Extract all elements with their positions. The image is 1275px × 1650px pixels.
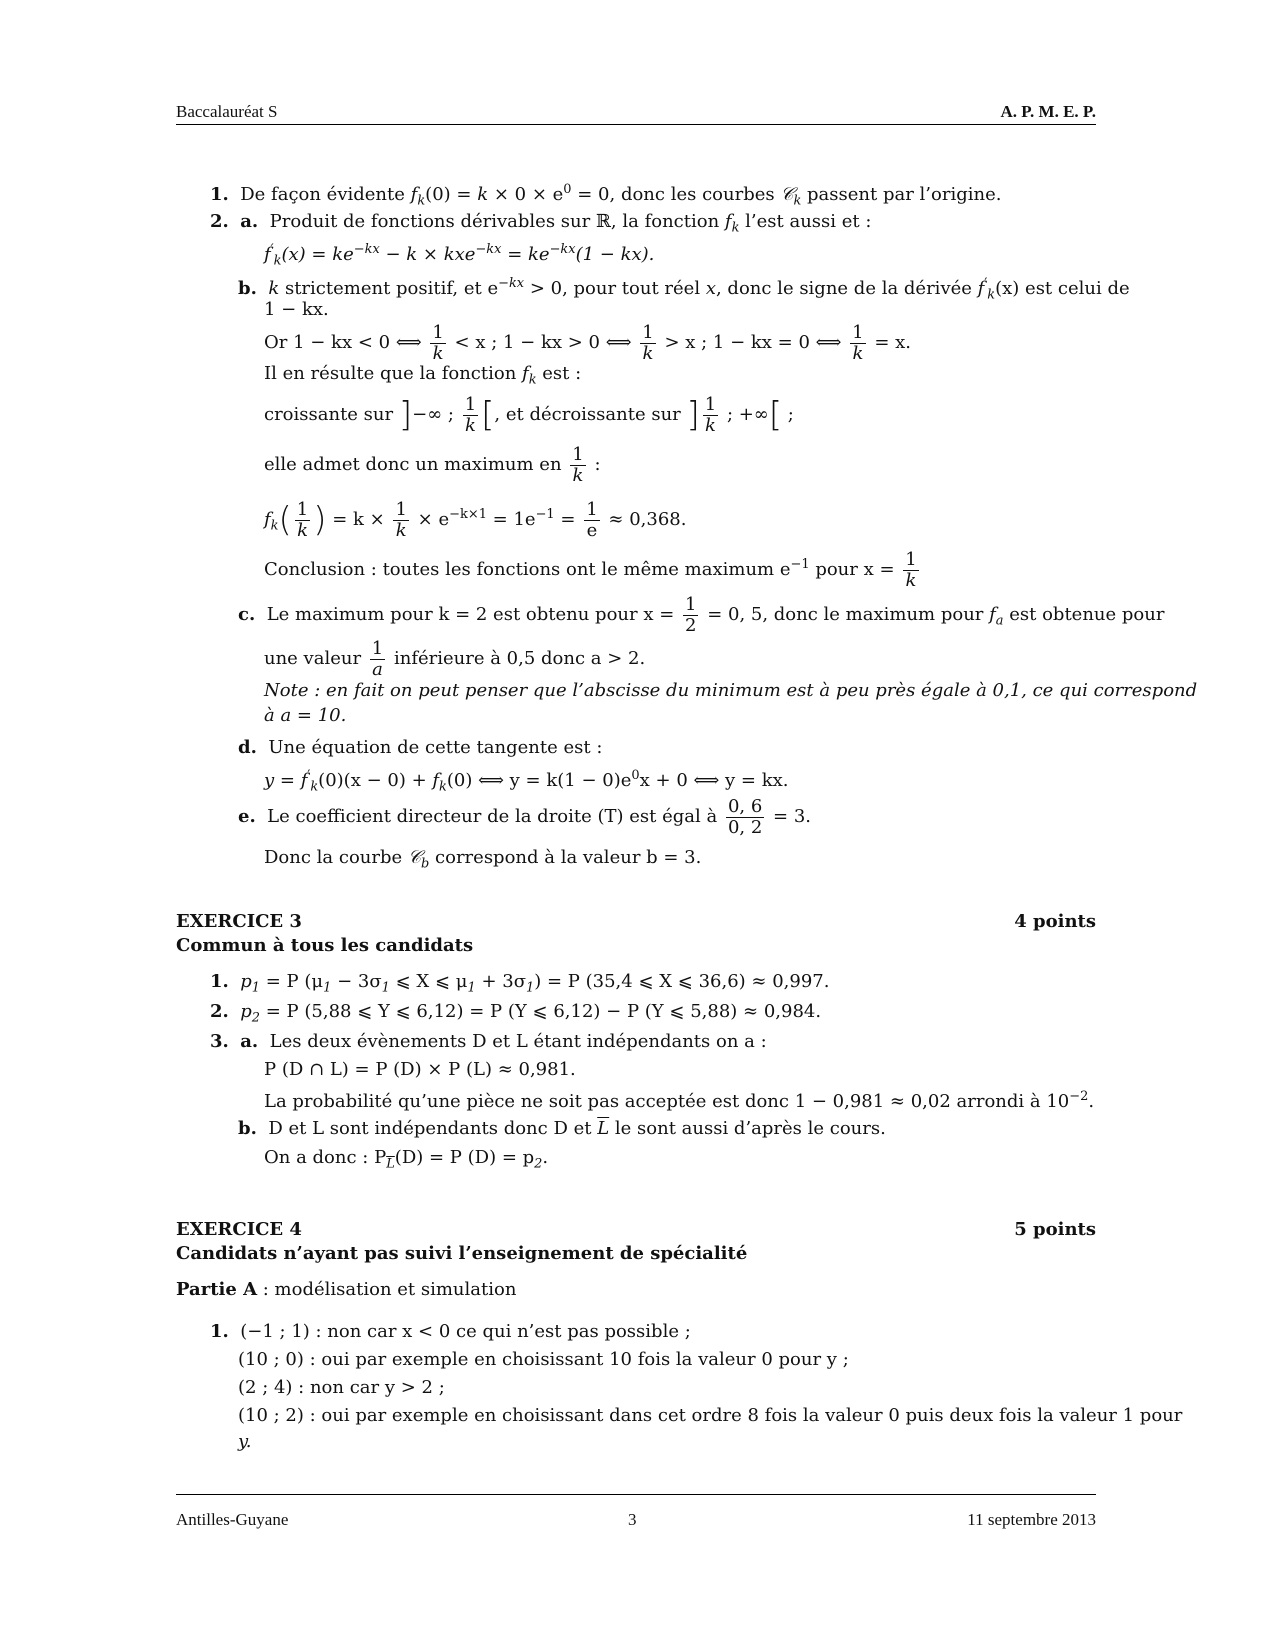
ex3-title: EXERCICE 3	[176, 911, 302, 932]
ex2-q2a-line2: $f'_k(x) = ke^{-kx} - k \times kxe^{-kx} = ke^{-kx}(1 - kx)$.	[264, 242, 655, 269]
ex2-q2c-note2: à a = 10.	[264, 705, 347, 726]
page-number: 3	[628, 1510, 637, 1529]
ex2-q2d-line2: $y = f'_k(0)(x - 0) + f_k(0)$ ⟺ $y = k(1 - 0)e^0x + 0$ ⟺ y = kx.	[264, 768, 789, 795]
ex3-subtitle: Commun à tous les candidats	[176, 935, 474, 956]
ex2-q2d-line1: d. Une équation de cette tangente est :	[238, 737, 603, 758]
ex2-q2b-line1: b. k strictement positif, et $e^{-kx} > 0$, pour tout réel x, donc le signe de la dérivée $f'_k(x)$ est celui de	[238, 276, 1130, 303]
ex2-q2c-note1: Note : en fait on peut penser que l’abscisse du minimum est à peu près égale à 0,1, ce qui correspond	[264, 680, 1198, 701]
ex2-q2e-line1: e. Le coefficient directeur de la droite (T) est égal à $\frac{0, 6}{0, 2}$ = 3.	[238, 795, 812, 838]
ex3-q3a-line2: P (D ∩ L) = P (D) × P (L) ≈ 0,981.	[264, 1059, 576, 1080]
ex3-q3a-line1: 3. a. Les deux évènements D et L étant indépendants on a :	[210, 1031, 767, 1052]
footer-rule	[176, 1494, 1096, 1495]
ex3-points: 4 points	[1014, 911, 1096, 932]
ex2-q2c-line1: c. Le maximum pour k = 2 est obtenu pour x = $\frac{1}{2}$ = 0, 5, donc le maximum pour $f_a$ est obtenue pour	[238, 593, 1165, 636]
ex4-q1-line3: (2 ; 4) : non car y > 2 ;	[238, 1377, 445, 1398]
ex2-q2b-line7: $f_k$( $\frac{1}{k}$ ) = k × $\frac{1}{k}$ × $e^{-k\times 1} = 1e^{-1}$ = $\frac{1}{e}$ ≈ 0,368.	[264, 498, 687, 541]
ex4-q1-line5: y.	[238, 1431, 252, 1452]
ex2-q2b-line8: Conclusion : toutes les fonctions ont le même maximum $e^{-1}$ pour x = $\frac{1}{k}$	[264, 548, 917, 591]
ex4-subtitle: Candidats n’ayant pas suivi l’enseignement de spécialité	[176, 1243, 748, 1264]
ex4-q1-line4: (10 ; 2) : oui par exemple en choisissant dans cet ordre 8 fois la valeur 0 puis deux fois la valeur 1 pour	[238, 1405, 1183, 1426]
ex3-q1: 1. $p_1 = P$ ($\mu_1 - 3\sigma_1$ ⩽ X ⩽ $\mu_1 + 3\sigma_1) = P$ (35,4 ⩽ X ⩽ 36,6) ≈ 0,997.	[210, 971, 830, 996]
footer-left: Antilles-Guyane	[176, 1510, 289, 1529]
header-right: A. P. M. E. P.	[1000, 102, 1096, 121]
ex4-q1-line2: (10 ; 0) : oui par exemple en choisissant 10 fois la valeur 0 pour y ;	[238, 1349, 849, 1370]
ex2-q2b-line3: Or 1 − kx < 0 ⟺ $\frac{1}{k}$ < x ; 1 − kx > 0 ⟺ $\frac{1}{k}$ > x ; 1 − kx = 0 ⟺ $\frac{1}{k}$ = x.	[264, 321, 912, 364]
ex2-q2e-line2: Donc la courbe 𝒞$_b$ correspond à la valeur b = 3.	[264, 847, 702, 872]
ex2-q2b-line2: 1 − kx.	[264, 299, 329, 320]
header-left: Baccalauréat S	[176, 102, 278, 121]
ex4-title: EXERCICE 4	[176, 1219, 302, 1240]
ex3-q3b-line2: On a donc : $P_{\overline{L}}(D) = P$ $(D) = p_2$.	[264, 1147, 549, 1172]
ex3-q3b-line1: b. D et L sont indépendants donc D et $\overline{L}$ le sont aussi d’après le cours.	[238, 1118, 886, 1139]
ex2-q2b-line5: croissante sur ]−∞ ; $\frac{1}{k}$ [, et décroissante sur ] $\frac{1}{k}$ ; +∞[ ;	[264, 393, 794, 436]
ex4-partA: Partie A : modélisation et simulation	[176, 1279, 517, 1300]
ex2-q2c-line2: une valeur $\frac{1}{a}$ inférieure à 0,5 donc a > 2.	[264, 637, 646, 680]
footer-right: 11 septembre 2013	[967, 1510, 1096, 1529]
header-rule	[176, 124, 1096, 125]
ex4-q1-line1: 1. (−1 ; 1) : non car x < 0 ce qui n’est pas possible ;	[210, 1321, 691, 1342]
ex4-points: 5 points	[1014, 1219, 1096, 1240]
ex2-q2a-line1: 2. a. Produit de fonctions dérivables sur ℝ, la fonction $f_k$ l’est aussi et :	[210, 211, 872, 236]
ex2-q2b-line4: Il en résulte que la fonction $f_k$ est :	[264, 363, 582, 388]
ex2-q1: 1. De façon évidente $f_k(0) = k \times 0 \times e^0 = 0$, donc les courbes 𝒞$_k$ passent par l’origine.	[210, 182, 1002, 209]
ex3-q3a-line3: La probabilité qu’une pièce ne soit pas acceptée est donc 1 − 0,981 ≈ 0,02 arrondi à $10^{-2}$.	[264, 1089, 1095, 1113]
ex3-q2: 2. $p_2 = P$ (5,88 ⩽ Y ⩽ 6,12) = P (Y ⩽ 6,12) − P (Y ⩽ 5,88) ≈ 0,984.	[210, 1001, 822, 1026]
ex2-q2b-line6: elle admet donc un maximum en $\frac{1}{k}$ :	[264, 443, 601, 486]
